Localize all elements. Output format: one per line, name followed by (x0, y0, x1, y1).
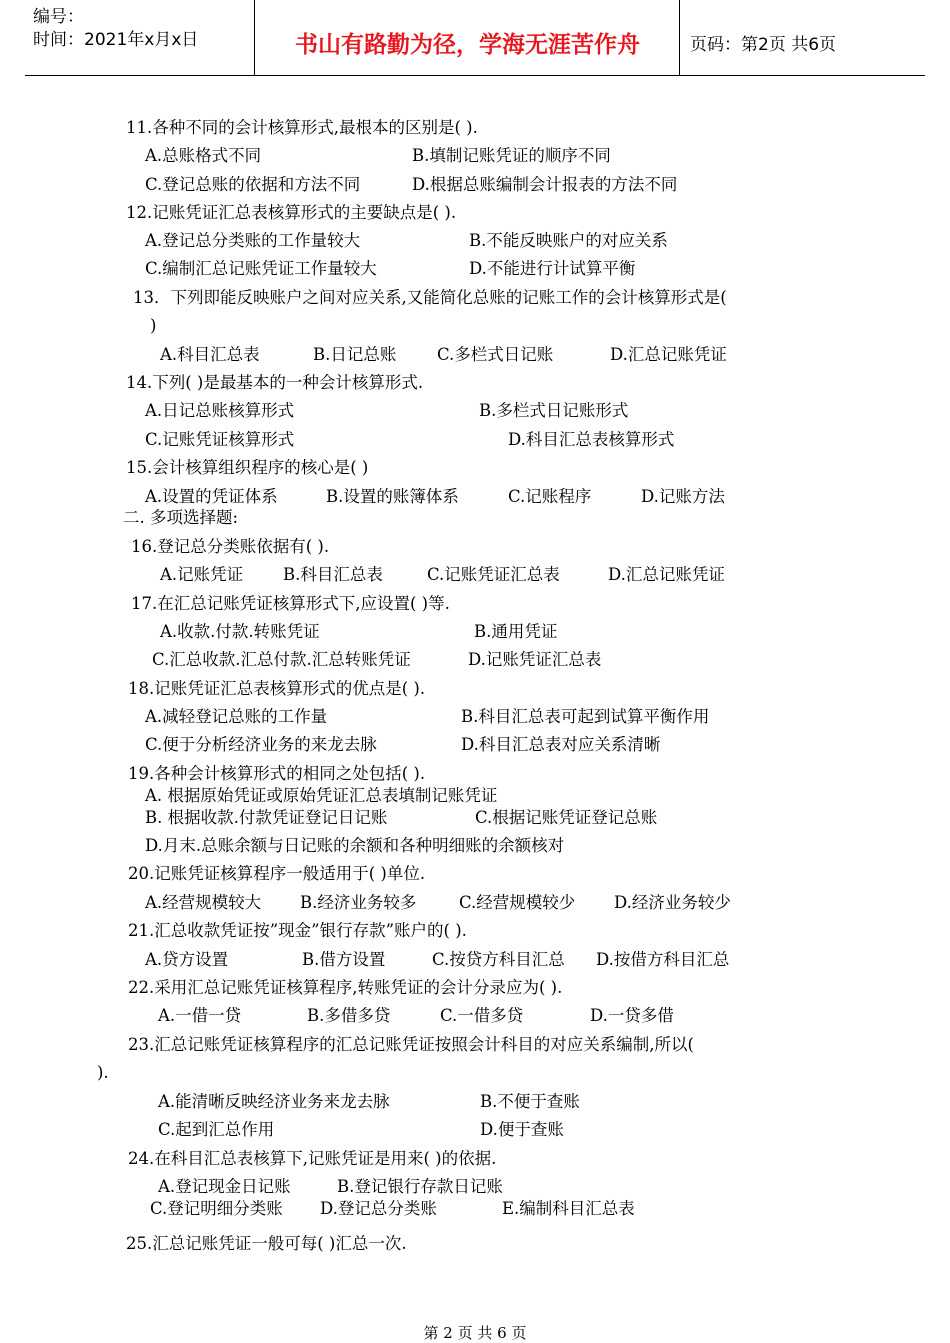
option-13c: C.多栏式日记账 (437, 345, 554, 364)
option-19a: A. 根据原始凭证或原始凭证汇总表填制记账凭证 (145, 786, 498, 805)
option-13d: D.汇总记账凭证 (610, 345, 727, 364)
question-12: 12.记账凭证汇总表核算形式的主要缺点是( ). (126, 203, 457, 222)
option-17a: A.收款.付款.转账凭证 (160, 622, 320, 641)
option-17d: D.记账凭证汇总表 (468, 650, 602, 669)
option-23c: C.起到汇总作用 (158, 1120, 275, 1139)
header-page-number: 页码：第2页 共6页 (690, 35, 837, 55)
question-14: 14.下列( )是最基本的一种会计核算形式. (126, 373, 424, 392)
document-number-label: 编号： (33, 7, 84, 27)
option-17c: C.汇总收款.汇总付款.汇总转账凭证 (152, 650, 411, 669)
option-15c: C.记账程序 (508, 487, 592, 506)
header-middle-cell (255, 0, 680, 76)
page-footer: 第 2 页 共 6 页 (423, 1324, 527, 1342)
question-25: 25.汇总记账凭证一般可每( )汇总一次. (126, 1234, 407, 1253)
option-14d: D.科目汇总表核算形式 (508, 430, 675, 449)
option-13b: B.日记总账 (313, 345, 397, 364)
option-11b: B.填制记账凭证的顺序不同 (412, 146, 611, 165)
question-11: 11.各种不同的会计核算形式,最根本的区别是( ). (126, 118, 478, 137)
option-12b: B.不能反映账户的对应关系 (469, 231, 668, 250)
option-22c: C.一借多贷 (440, 1006, 524, 1025)
header-left-cell (25, 0, 255, 76)
option-14b: B.多栏式日记账形式 (479, 401, 629, 420)
option-21c: C.按贷方科目汇总 (432, 950, 565, 969)
question-22: 22.采用汇总记账凭证核算程序,转账凭证的会计分录应为( ). (128, 978, 563, 997)
option-16d: D.汇总记账凭证 (608, 565, 725, 584)
option-20b: B.经济业务较多 (300, 893, 417, 912)
option-19b: B. 根据收款.付款凭证登记日记账 (145, 808, 388, 827)
option-20d: D.经济业务较少 (614, 893, 731, 912)
option-19d: D.月末.总账余额与日记账的余额和各种明细账的余额核对 (145, 836, 565, 855)
option-12d: D.不能进行计试算平衡 (469, 259, 636, 278)
header-right-cell (680, 0, 925, 76)
option-21d: D.按借方科目汇总 (596, 950, 730, 969)
question-15: 15.会计核算组织程序的核心是( ) (126, 458, 369, 477)
option-24d: D.登记总分类账 (320, 1199, 437, 1218)
question-23: 23.汇总记账凭证核算程序的汇总记账凭证按照会计科目的对应关系编制,所以( (128, 1035, 694, 1054)
option-11c: C.登记总账的依据和方法不同 (145, 175, 361, 194)
option-13a: A.科目汇总表 (160, 345, 260, 364)
option-16a: A.记账凭证 (160, 565, 244, 584)
option-24c: C.登记明细分类账 (150, 1199, 283, 1218)
option-21b: B.借方设置 (302, 950, 386, 969)
question-21: 21.汇总收款凭证按”现金”银行存款”账户的( ). (128, 921, 467, 940)
option-23a: A.能清晰反映经济业务来龙去脉 (158, 1092, 390, 1111)
question-18: 18.记账凭证汇总表核算形式的优点是( ). (128, 679, 426, 698)
option-20c: C.经营规模较少 (459, 893, 576, 912)
option-19c: C.根据记账凭证登记总账 (475, 808, 658, 827)
question-24: 24.在科目汇总表核算下,记账凭证是用来( )的依据. (128, 1149, 497, 1168)
option-12a: A.登记总分类账的工作量较大 (145, 231, 361, 250)
option-15a: A.设置的凭证体系 (145, 487, 278, 506)
option-16c: C.记账凭证汇总表 (427, 565, 560, 584)
option-17b: B.通用凭证 (474, 622, 558, 641)
option-23b: B.不便于查账 (480, 1092, 580, 1111)
option-18a: A.减轻登记总账的工作量 (145, 707, 328, 726)
option-15d: D.记账方法 (641, 487, 725, 506)
question-16: 16.登记总分类账依据有( ). (131, 537, 330, 556)
option-22a: A.一借一贷 (158, 1006, 242, 1025)
question-20: 20.记账凭证核算程序一般适用于( )单位. (128, 864, 426, 883)
option-14a: A.日记总账核算形式 (145, 401, 295, 420)
option-15b: B.设置的账簿体系 (326, 487, 459, 506)
question-13-continued: ) (150, 316, 157, 335)
page-header (25, 0, 925, 76)
option-21a: A.贷方设置 (145, 950, 229, 969)
option-18d: D.科目汇总表对应关系清晰 (461, 735, 661, 754)
question-19: 19.各种会计核算形式的相同之处包括( ). (128, 764, 426, 783)
option-14c: C.记账凭证核算形式 (145, 430, 295, 449)
option-22d: D.一贷多借 (590, 1006, 674, 1025)
section-heading-multiple-choice: 二. 多项选择题: (123, 508, 239, 527)
option-12c: C.编制汇总记账凭证工作量较大 (145, 259, 377, 278)
option-16b: B.科目汇总表 (283, 565, 383, 584)
option-23d: D.便于查账 (480, 1120, 564, 1139)
option-24e: E.编制科目汇总表 (502, 1199, 635, 1218)
option-20a: A.经营规模较大 (145, 893, 262, 912)
option-11d: D.根据总账编制会计报表的方法不同 (412, 175, 678, 194)
option-18b: B.科目汇总表可起到试算平衡作用 (461, 707, 710, 726)
question-17: 17.在汇总记账凭证核算形式下,应设置( )等. (131, 594, 450, 613)
question-23-continued: ). (97, 1063, 109, 1082)
option-11a: A.总账格式不同 (145, 146, 262, 165)
header-motto: 书山有路勤为径，学海无涯苦作舟 (295, 32, 640, 58)
option-22b: B.多借多贷 (307, 1006, 391, 1025)
question-13: 13．下列即能反映账户之间对应关系,又能简化总账的记账工作的会计核算形式是( (133, 288, 727, 307)
document-time-label: 时间：2021年x月x日 (33, 30, 199, 50)
option-24b: B.登记银行存款日记账 (337, 1177, 503, 1196)
option-24a: A.登记现金日记账 (158, 1177, 291, 1196)
option-18c: C.便于分析经济业务的来龙去脉 (145, 735, 377, 754)
